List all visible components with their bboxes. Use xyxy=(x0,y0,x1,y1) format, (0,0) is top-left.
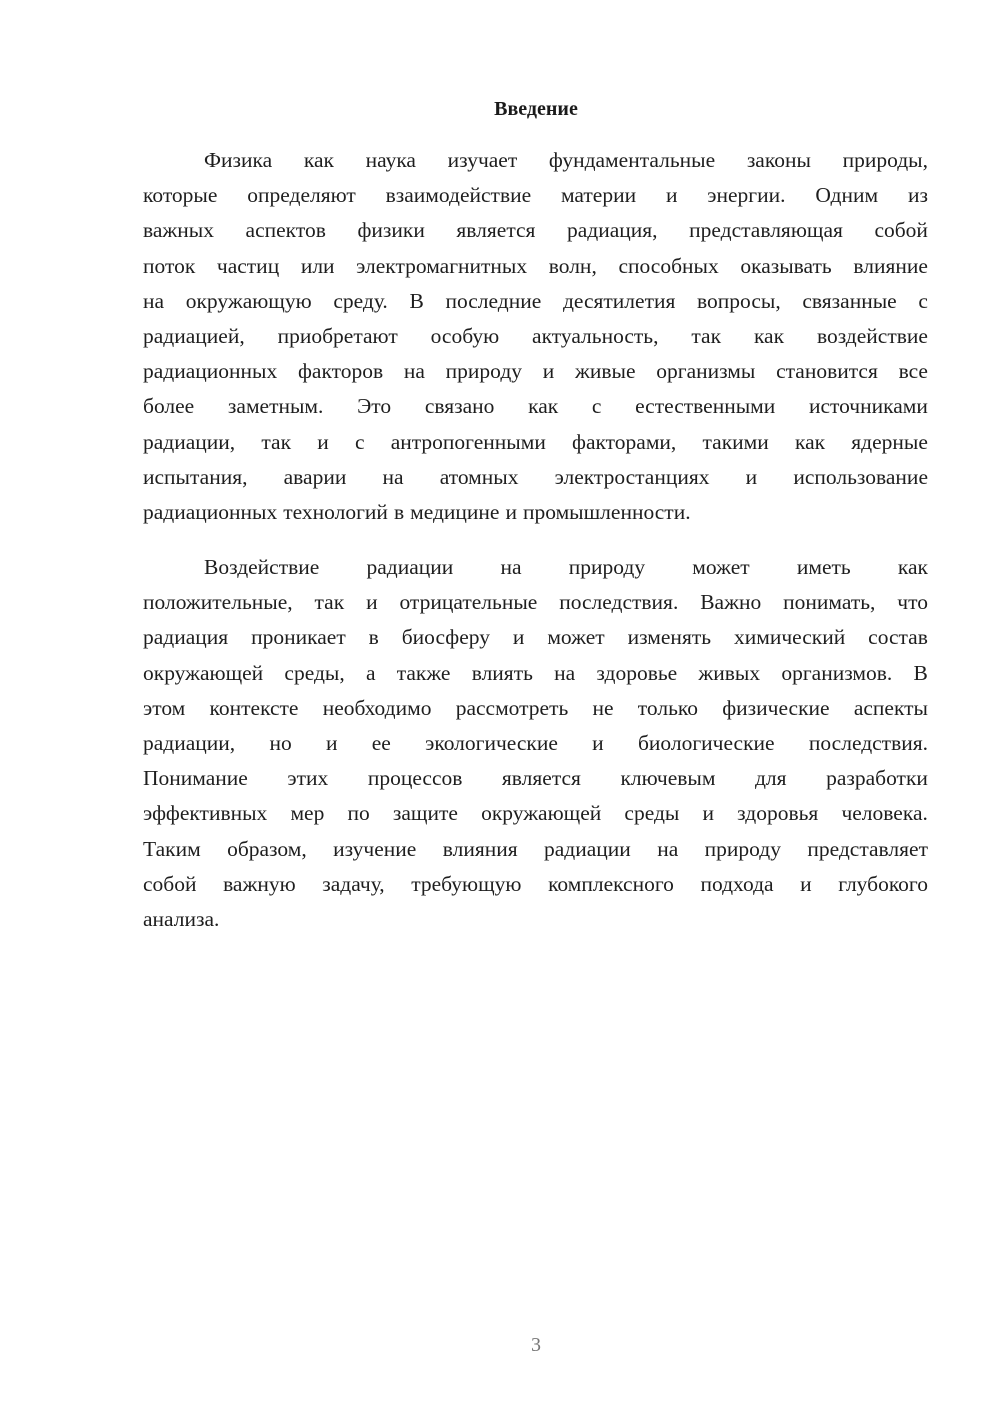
word: оказывать xyxy=(740,253,832,278)
paragraph-2 xyxy=(143,550,928,937)
word: на xyxy=(143,288,165,313)
word: представляет xyxy=(807,836,928,861)
word: Таким xyxy=(143,836,201,861)
word: что xyxy=(897,590,928,615)
word: наука xyxy=(365,148,416,172)
word: на xyxy=(500,555,522,579)
word: этом xyxy=(143,695,186,720)
word: медицине xyxy=(410,499,500,524)
text-line xyxy=(143,495,928,530)
word: в xyxy=(393,499,405,524)
word: задачу, xyxy=(322,871,385,896)
word: иметь xyxy=(796,555,851,579)
word: защите xyxy=(392,801,458,826)
text-line xyxy=(143,796,928,831)
word: разработки xyxy=(826,766,928,791)
word: является xyxy=(501,766,581,791)
word: на xyxy=(382,464,404,489)
word: волн, xyxy=(548,253,597,278)
word: как xyxy=(753,323,785,348)
word: на xyxy=(403,359,425,384)
word: испытания, xyxy=(143,464,248,489)
text-line xyxy=(143,550,928,585)
word: Воздействие xyxy=(204,555,320,579)
word: радиации xyxy=(544,836,631,861)
word: аварии xyxy=(283,464,347,489)
word: и xyxy=(512,625,525,650)
word: контексте xyxy=(209,695,299,720)
word: здоровья xyxy=(737,801,819,826)
word: и xyxy=(800,871,812,896)
word: промышленности. xyxy=(522,499,691,524)
word: В xyxy=(409,288,424,313)
word: определяют xyxy=(247,183,356,208)
word: технологий xyxy=(283,499,388,524)
word: окружающей xyxy=(481,801,602,826)
word: химический xyxy=(733,625,846,650)
word: на xyxy=(657,836,679,861)
word: среды, xyxy=(284,660,345,685)
word: также xyxy=(396,660,451,685)
word: вопросы, xyxy=(697,288,781,313)
text-line xyxy=(143,832,928,867)
word: радиации, xyxy=(143,429,236,454)
word: живых xyxy=(698,660,761,685)
word: изменять xyxy=(627,625,712,650)
word: окружающую xyxy=(185,288,312,313)
word: природы, xyxy=(842,148,928,172)
word: собой xyxy=(143,871,197,896)
word: электромагнитных xyxy=(356,253,528,278)
word: более xyxy=(143,394,195,419)
word: взаимодействие xyxy=(385,183,532,208)
word: радиации, xyxy=(143,730,236,755)
word: аспекты xyxy=(853,695,928,720)
word: влиять xyxy=(471,660,533,685)
word: может xyxy=(692,555,750,579)
word: Понимание xyxy=(143,766,248,791)
word: Физика xyxy=(204,148,273,172)
word: физические xyxy=(722,695,830,720)
word: живые xyxy=(575,359,636,384)
word: последствия. xyxy=(808,730,928,755)
word: этих xyxy=(287,766,329,791)
text-line xyxy=(143,284,928,319)
text-line xyxy=(143,178,928,213)
word: становится xyxy=(776,359,878,384)
word: важную xyxy=(223,871,296,896)
text-line xyxy=(143,691,928,726)
word: радиация, xyxy=(567,218,658,243)
word: использование xyxy=(793,464,928,489)
word: и xyxy=(542,359,555,384)
word: экологические xyxy=(425,730,558,755)
word: по xyxy=(347,801,370,826)
word: на xyxy=(554,660,576,685)
word: положительные, xyxy=(143,590,293,615)
word: только xyxy=(637,695,699,720)
word: не xyxy=(592,695,614,720)
page-number: 3 xyxy=(531,1334,541,1356)
word: воздействие xyxy=(816,323,928,348)
word: источниками xyxy=(808,394,928,419)
word: частиц xyxy=(216,253,280,278)
word: как xyxy=(303,148,334,172)
word: глубокого xyxy=(838,871,928,896)
paragraph-1 xyxy=(143,143,928,530)
word: ключевым xyxy=(620,766,716,791)
text-line xyxy=(143,425,928,460)
word: аспектов xyxy=(245,218,326,243)
word: здоровье xyxy=(596,660,678,685)
word: в xyxy=(368,625,379,650)
word: из xyxy=(907,183,928,208)
word: но xyxy=(269,730,292,755)
word: подхода xyxy=(700,871,774,896)
text-line xyxy=(143,213,928,248)
word: влияние xyxy=(853,253,928,278)
word: и xyxy=(592,730,604,755)
word: Важно xyxy=(700,590,762,615)
word: электростанциях xyxy=(554,464,710,489)
word: с xyxy=(591,394,602,419)
word: эффективных xyxy=(143,801,268,826)
section-heading: Введение xyxy=(494,98,578,120)
word: так xyxy=(691,323,722,348)
word: все xyxy=(898,359,928,384)
word: В xyxy=(913,660,928,685)
word: отрицательные xyxy=(399,590,538,615)
word: комплексного xyxy=(548,871,674,896)
word: ядерные xyxy=(851,429,928,454)
word: представляющая xyxy=(689,218,843,243)
text-line xyxy=(143,656,928,691)
word: среду. xyxy=(333,288,388,313)
word: связанные xyxy=(802,288,897,313)
word: является xyxy=(456,218,536,243)
text-line xyxy=(143,389,928,424)
word: и xyxy=(317,429,329,454)
word: проникает xyxy=(251,625,346,650)
word: естественными xyxy=(635,394,776,419)
word: организмы xyxy=(656,359,756,384)
word: изучает xyxy=(447,148,518,172)
word: с xyxy=(354,429,365,454)
word: особую xyxy=(430,323,500,348)
word: биосферу xyxy=(401,625,490,650)
word: связано xyxy=(424,394,495,419)
word: собой xyxy=(874,218,928,243)
word: которые xyxy=(143,183,218,208)
word: необходимо xyxy=(322,695,432,720)
word: человека. xyxy=(841,801,928,826)
word: Это xyxy=(357,394,392,419)
word: так xyxy=(261,429,292,454)
word: заметным. xyxy=(227,394,324,419)
word: образом, xyxy=(227,836,307,861)
text-line xyxy=(143,620,928,655)
word: биологические xyxy=(637,730,775,755)
text-line xyxy=(143,726,928,761)
word: и xyxy=(702,801,715,826)
word: анализа. xyxy=(143,906,220,931)
word: рассмотреть xyxy=(455,695,569,720)
word: и xyxy=(366,590,378,615)
word: актуальность, xyxy=(532,323,659,348)
word: законы xyxy=(746,148,811,172)
word: факторов xyxy=(297,359,384,384)
word: способных xyxy=(618,253,719,278)
word: состав xyxy=(868,625,928,650)
text-line xyxy=(143,867,928,902)
word: природу xyxy=(568,555,646,579)
word: организмов. xyxy=(781,660,893,685)
word: и xyxy=(745,464,758,489)
word: влияния xyxy=(442,836,518,861)
text-line xyxy=(143,143,928,178)
word: радиационных xyxy=(143,359,278,384)
word: как xyxy=(897,555,928,579)
text-line xyxy=(143,902,928,937)
text-line xyxy=(143,319,928,354)
word: природу xyxy=(445,359,523,384)
word: радиация xyxy=(143,625,229,650)
word: с xyxy=(918,288,928,313)
word: ее xyxy=(371,730,391,755)
word: радиационных xyxy=(143,499,278,524)
word: окружающей xyxy=(143,660,264,685)
word: фундаментальные xyxy=(548,148,716,172)
word: последствия. xyxy=(559,590,679,615)
word: среды xyxy=(624,801,680,826)
word: как xyxy=(794,429,826,454)
word: изучение xyxy=(333,836,417,861)
text-line xyxy=(143,460,928,495)
word: так xyxy=(314,590,345,615)
word: понимать, xyxy=(783,590,876,615)
word: важных xyxy=(143,218,214,243)
word: Одним xyxy=(815,183,879,208)
word: может xyxy=(547,625,605,650)
word: или xyxy=(300,253,335,278)
word: физики xyxy=(357,218,425,243)
word: процессов xyxy=(367,766,463,791)
word: радиацией, xyxy=(143,323,245,348)
word: для xyxy=(754,766,787,791)
word: десятилетия xyxy=(562,288,676,313)
word: поток xyxy=(143,253,196,278)
word: требующую xyxy=(411,871,522,896)
word: радиации xyxy=(366,555,454,579)
text-line xyxy=(143,354,928,389)
word: и xyxy=(325,730,338,755)
text-line xyxy=(143,249,928,284)
word: природу xyxy=(704,836,781,861)
word: приобретают xyxy=(277,323,398,348)
word: а xyxy=(365,660,376,685)
word: и xyxy=(665,183,678,208)
word: как xyxy=(528,394,559,419)
text-line xyxy=(143,585,928,620)
word: мер xyxy=(290,801,325,826)
word: антропогенными xyxy=(390,429,546,454)
word: факторами, xyxy=(572,429,677,454)
word: такими xyxy=(702,429,769,454)
word: энергии. xyxy=(707,183,786,208)
word: атомных xyxy=(439,464,519,489)
word: последние xyxy=(445,288,542,313)
word: материи xyxy=(560,183,637,208)
word: и xyxy=(505,499,517,524)
text-line xyxy=(143,761,928,796)
